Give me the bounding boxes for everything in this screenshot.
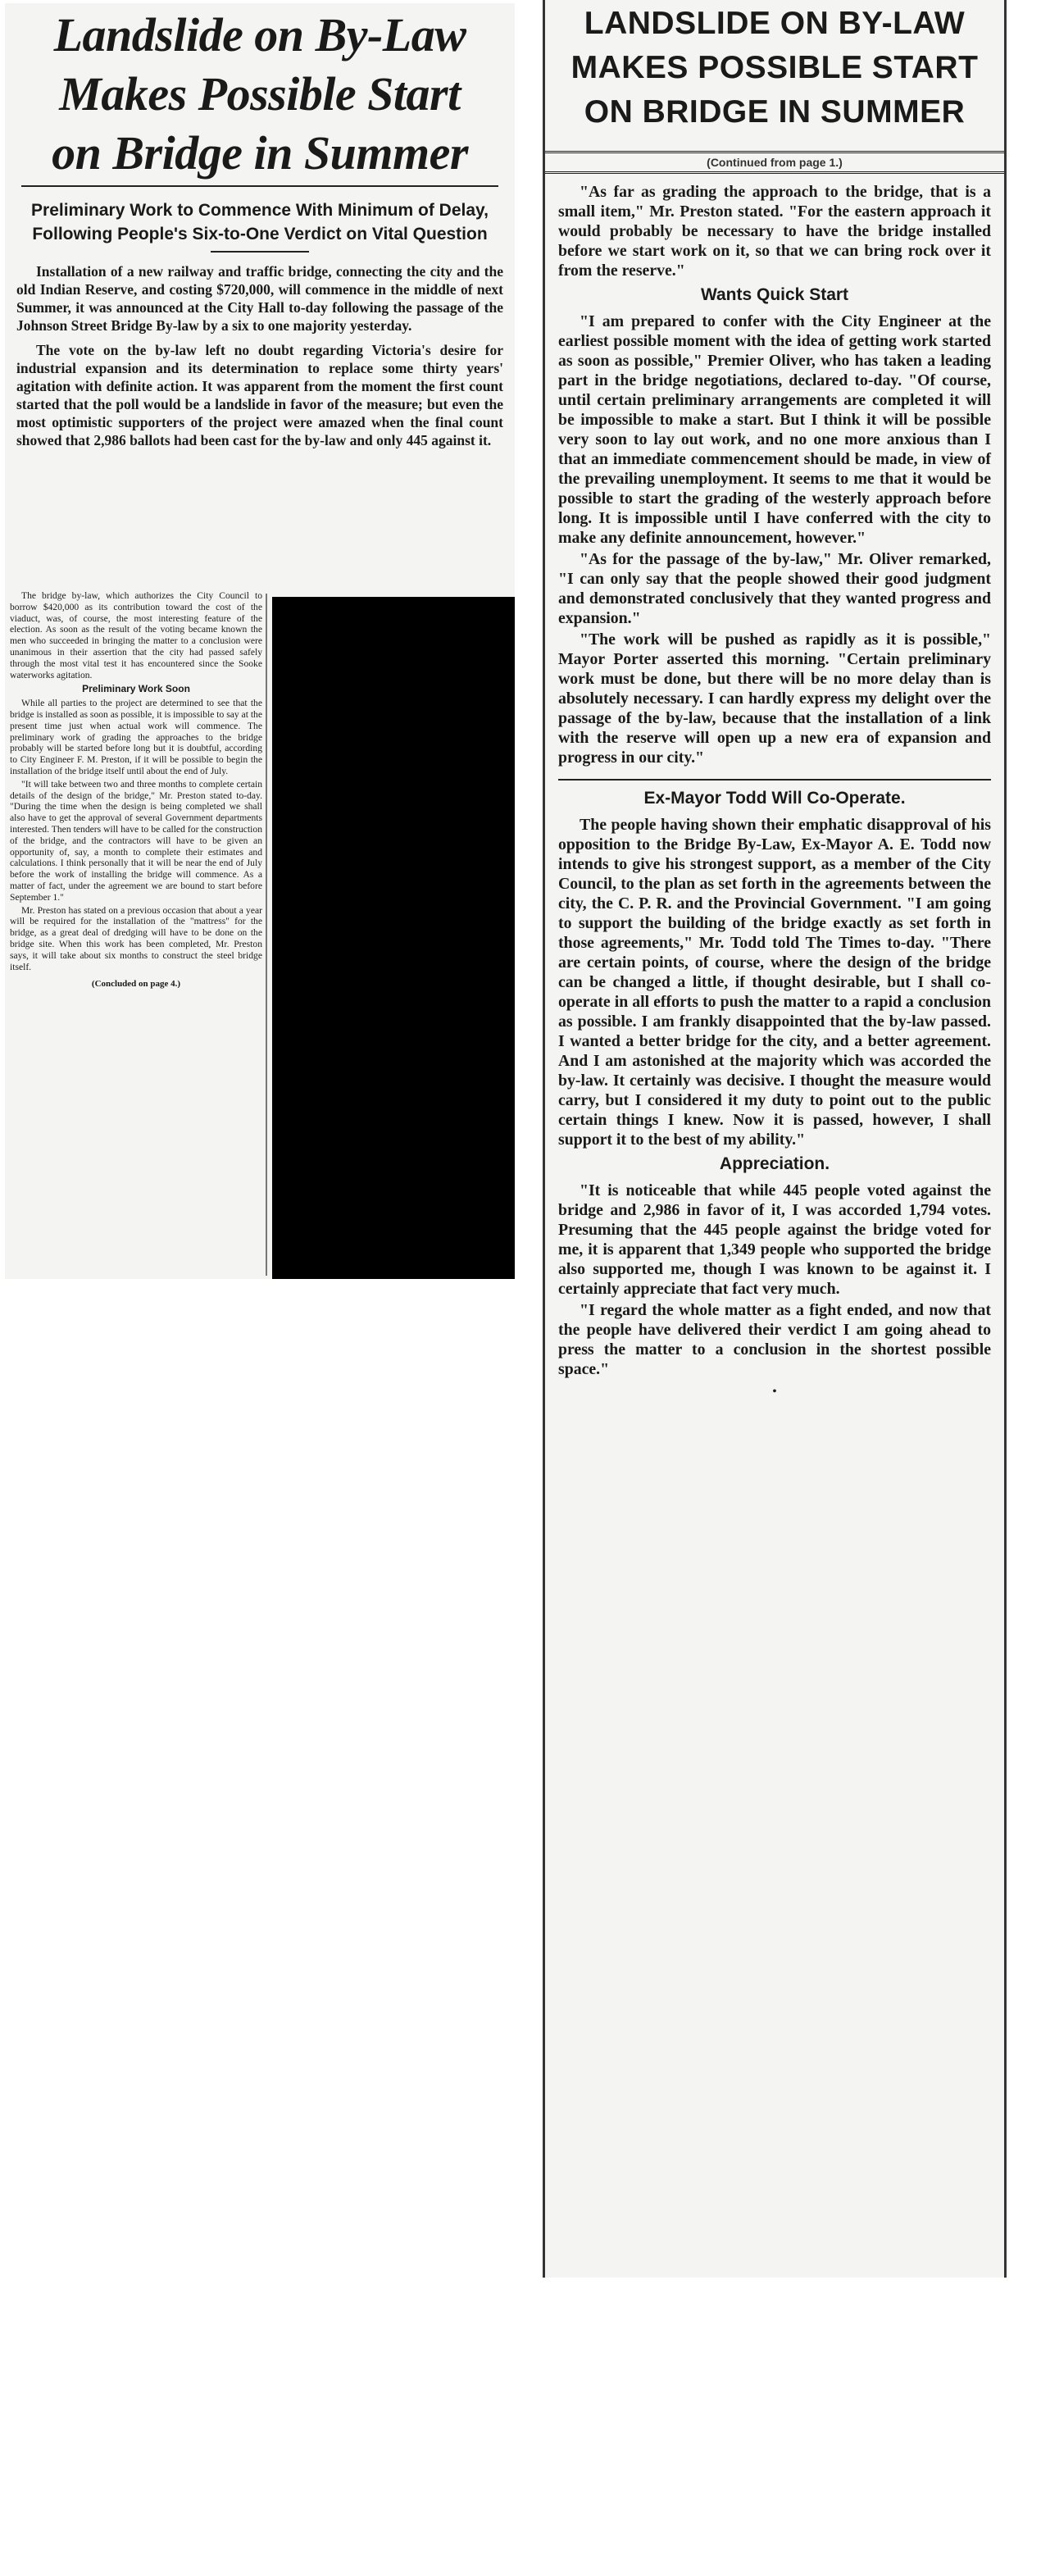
headline-line: LANDSLIDE ON BY-LAW — [584, 6, 966, 41]
column-paragraph: Mr. Preston has stated on a previous occasion that about a year will be required for the installation of the "mattress" for the bridge, as a great deal of dredging will have to be done on the bridge site. When this work has been completed, Mr. Preston says, it will take about six months to construct the steel bridge itself. — [10, 904, 262, 972]
end-mark: • — [772, 1386, 777, 1398]
redacted-block — [272, 597, 515, 1279]
headline-line: Makes Possible Start — [59, 67, 461, 121]
column-paragraph: The bridge by-law, which authorizes the City Council to borrow $420,000 as its contribution toward the cost of the viaduct, was, of course, the most interesting feature of the election. As soon as the result of the voting became known the men who succeeded in bringing the matter to a conclusion were unanimous in their assertion that the city had passed safely through the most vital test it has encountered since the Sooke waterworks agitation. — [10, 590, 262, 680]
left-article-column — [10, 590, 262, 992]
subheading: Ex-Mayor Todd Will Co-Operate. — [558, 779, 991, 808]
body-paragraph: "I am prepared to confer with the City Engineer at the earliest possible moment with the idea of getting work started as soon as possible," Premier Oliver, who has taken a leading part in the bridge negotiations, declared to-day. "Of course, until certain preliminary arrangements are completed it will be impossible to make a start. But I think it will be possible very soon to lay out work, and no one more anxious than I that an immediate commencement should be made, in view of the prevailing unemployment. It seems to me that it would be possible to start the grading of the westerly approach before long. It is impossible until I have conferred with the city to make any definite announcement, however." — [558, 312, 991, 547]
left-deck: Preliminary Work to Commence With Minimum of Delay, Following People's Six-to-One Verdict on Vital Question — [31, 201, 489, 243]
column-divider — [266, 594, 267, 1276]
right-clipping — [543, 0, 1007, 2278]
continued-note: (Continued from page 1.) — [545, 151, 1004, 174]
headline-line: on Bridge in Summer — [52, 126, 468, 180]
left-lower-section — [5, 590, 515, 1279]
body-paragraph: The people having shown their emphatic disapproval of his opposition to the Bridge By-Law, Ex-Mayor A. E. Todd now intends to give his strongest support, as a member of the City Council, to the plan as set forth in the agreements between the city, the C. P. R. and the Provincial Government. "I am going to support the building of the bridge exactly as set forth in those agreements," Mr. Todd told The Times to-day. "There are certain points, of course, where the design of the bridge can be changed a little, if thought desirable, but I shall co-operate in all efforts to push the matter to a rapid a conclusion as possible. I am frankly disappointed that the by-law passed. I wanted a better bridge for the city, and a better agreement. And I am astonished at the majority which was accorded the by-law. It certainly was decisive. I thought the measure would carry, but I considered it my duty to point out to the public certain things I knew. Now it is passed, however, I shall support it to the best of my ability." — [558, 816, 991, 1149]
headline-line: MAKES POSSIBLE START — [571, 50, 979, 85]
subheading: Appreciation. — [719, 1154, 830, 1173]
lead-paragraph: The vote on the by-law left no doubt regarding Victoria's desire for industrial expansion and its determination to replace some thirty years' agitation with definite action. It was apparent from the moment the first count started that the poll would be a landslide in favor of the measure; but even the most optimistic supporters of the project were amazed when the final count showed that 2,986 ballots had been cast for the by-law and only 445 against it. — [16, 342, 503, 448]
body-paragraph: "As for the passage of the by-law," Mr. Oliver remarked, "I can only say that the people showed their good judgment and demonstrated conclusively that they wanted progress and expansion." — [558, 550, 991, 627]
body-paragraph: "As far as grading the approach to the bridge, that is a small item," Mr. Preston stated. "For the eastern approach it would probably be necessary to have the bridge installed before we start work on it, so that we can bring rock over it from the reserve." — [558, 183, 991, 280]
divider — [211, 251, 309, 253]
concluded-note: (Concluded on page 4.) — [91, 979, 181, 990]
lead-paragraph: Installation of a new railway and traffic bridge, connecting the city and the old Indian Reserve, and costing $720,000, will commence in the middle of next Summer, it was announced at the City Hall to-day following the passage of the Johnson Street Bridge By-law by a six to one majority yesterday. — [16, 263, 503, 334]
right-headline — [545, 3, 1004, 133]
left-clipping — [5, 3, 515, 1279]
body-paragraph: "It is noticeable that while 445 people voted against the bridge and 2,986 in favor of it, I was accorded 1,794 votes. Presuming that the 445 people against the bridge voted for me, it is apparent that 1,349 people who supported the bridge also supported me, though I was known to be against it. I certainly appreciate that fact very much. — [558, 1181, 991, 1298]
subheading: Preliminary Work Soon — [82, 683, 190, 695]
body-paragraph: "I regard the whole matter as a fight ended, and now that the people have delivered their verdict I am going ahead to press the matter to a conclusion in the shortest possible space." — [558, 1301, 991, 1378]
body-paragraph: "The work will be pushed as rapidly as it is possible," Mayor Porter asserted this morning. "Certain preliminary work must be done, but there will be no more delay than is absolutely necessary. I can hardly express my delight over the passage of the by-law, because that the installation of a link with the reserve will open up a new era of expansion and progress in our city." — [558, 630, 991, 767]
subheading: Wants Quick Start — [700, 285, 849, 304]
right-article-body — [558, 182, 991, 1402]
headline-line: Landslide on By-Law — [53, 8, 466, 61]
divider — [21, 185, 498, 187]
left-headline — [5, 8, 515, 180]
column-paragraph: "It will take between two and three months to complete certain details of the design of the bridge," Mr. Preston stated to-day. "During the time when the design is being completed we shall also have to get the approval of several Government departments interested. Then tenders will have to be called for the construction of the bridge, and the contractors will have to be given an opportunity of, say, a month to complete their estimates and calculations. I think personally that it will be near the end of July before the work of installing the bridge will commence. As a matter of fact, under the agreement we are bound to start before September 1." — [10, 778, 262, 903]
headline-line: ON BRIDGE IN SUMMER — [584, 94, 966, 130]
column-paragraph: While all parties to the project are determined to see that the bridge is installed as soon as possible, it is impossible to say at the present time just when actual work will commence. The preliminary work of grading the approaches to the bridge probably will be started before long but it is doubtful, according to City Engineer F. M. Preston, if it will be possible to begin the installation of the bridge itself until about the end of July. — [10, 698, 262, 776]
